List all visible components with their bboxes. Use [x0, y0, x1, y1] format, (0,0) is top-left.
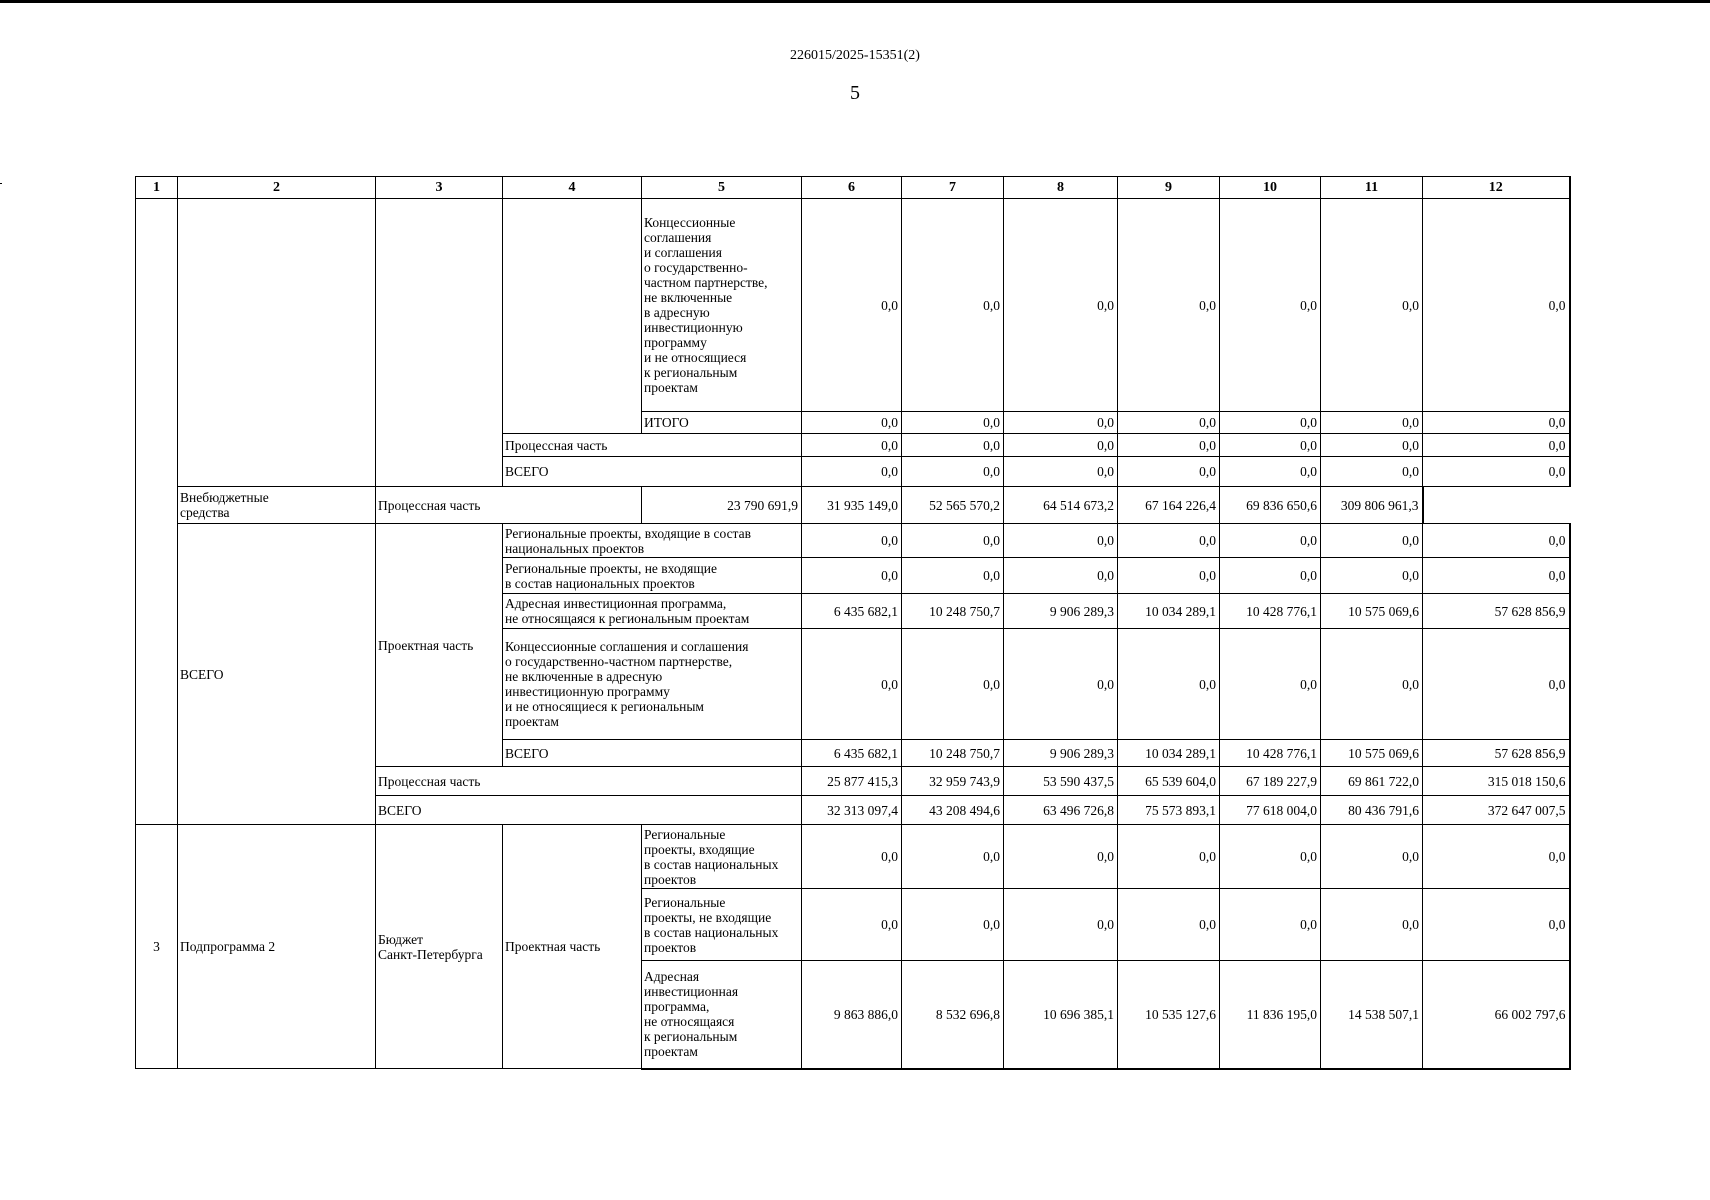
- value-cell: 0,0: [902, 199, 1004, 412]
- value-cell: 0,0: [1423, 412, 1570, 434]
- value-cell: 0,0: [1321, 434, 1423, 457]
- value-cell: 25 877 415,3: [802, 767, 902, 796]
- table-row: [136, 825, 1570, 889]
- group-name-cell: [178, 199, 376, 487]
- table-row: [136, 524, 1570, 558]
- value-cell: 0,0: [1118, 412, 1220, 434]
- value-cell: 10 428 776,1: [1220, 594, 1321, 629]
- value-cell: 0,0: [1004, 558, 1118, 594]
- value-cell: 63 496 726,8: [1004, 796, 1118, 825]
- value-cell: 0,0: [802, 629, 902, 740]
- value-cell: 31 935 149,0: [802, 487, 902, 524]
- value-cell: 0,0: [1220, 889, 1321, 961]
- value-cell: 0,0: [902, 524, 1004, 558]
- value-cell: 10 248 750,7: [902, 740, 1004, 767]
- page-number: 5: [850, 82, 860, 104]
- table-row: [136, 487, 1570, 524]
- value-cell: 0,0: [1321, 889, 1423, 961]
- value-cell: 77 618 004,0: [1220, 796, 1321, 825]
- value-cell: 0,0: [1004, 629, 1118, 740]
- item-label: Концессионные соглашения и соглашения о государственно-частном партнерстве, не включенные в адресную инвестиционную программу и не относящиеся к региональным проектам: [503, 629, 802, 740]
- value-cell: 67 164 226,4: [1118, 487, 1220, 524]
- value-cell: 10 535 127,6: [1118, 961, 1220, 1069]
- value-cell: 6 435 682,1: [802, 594, 902, 629]
- value-cell: 0,0: [1118, 889, 1220, 961]
- value-cell: 10 034 289,1: [1118, 740, 1220, 767]
- value-cell: 0,0: [802, 434, 902, 457]
- item-label: Концессионные соглашения и соглашения о государственно- частном партнерстве, не включенные в адресную инвестиционную программу и не относящиеся к региональным проектам: [642, 199, 802, 412]
- item-label: Региональные проекты, входящие в состав национальных проектов: [642, 825, 802, 889]
- value-cell: 0,0: [1118, 434, 1220, 457]
- document-number: 226015/2025-15351(2): [790, 48, 920, 63]
- value-cell: 0,0: [1321, 524, 1423, 558]
- value-cell: 64 514 673,2: [1004, 487, 1118, 524]
- value-cell: 43 208 494,6: [902, 796, 1004, 825]
- scan-top-edge: [0, 0, 1710, 3]
- value-cell: 9 863 886,0: [802, 961, 902, 1069]
- item-label: Региональные проекты, входящие в состав национальных проектов: [503, 524, 802, 558]
- value-cell: 0,0: [1004, 889, 1118, 961]
- value-cell: 10 034 289,1: [1118, 594, 1220, 629]
- item-label: Процессная часть: [503, 434, 802, 457]
- value-cell: 0,0: [902, 629, 1004, 740]
- value-cell: 0,0: [1220, 558, 1321, 594]
- item-label: ВСЕГО: [503, 740, 802, 767]
- value-cell: 0,0: [902, 889, 1004, 961]
- value-cell: 0,0: [1004, 825, 1118, 889]
- value-cell: 0,0: [1220, 434, 1321, 457]
- item-label: ВСЕГО: [503, 457, 802, 487]
- header-cell: 9: [1118, 177, 1220, 199]
- value-cell: 309 806 961,3: [1321, 487, 1423, 524]
- value-cell: 0,0: [1220, 412, 1321, 434]
- value-cell: 57 628 856,9: [1423, 740, 1570, 767]
- value-cell: 0,0: [1423, 434, 1570, 457]
- value-cell: 52 565 570,2: [902, 487, 1004, 524]
- budget-table: [135, 176, 1571, 1070]
- value-cell: 69 836 650,6: [1220, 487, 1321, 524]
- value-cell: 14 538 507,1: [1321, 961, 1423, 1069]
- header-cell: 11: [1321, 177, 1423, 199]
- header-cell: 7: [902, 177, 1004, 199]
- value-cell: 0,0: [1220, 524, 1321, 558]
- header-cell: 8: [1004, 177, 1118, 199]
- value-cell: 10 696 385,1: [1004, 961, 1118, 1069]
- value-cell: 10 248 750,7: [902, 594, 1004, 629]
- value-cell: 53 590 437,5: [1004, 767, 1118, 796]
- value-cell: 0,0: [902, 825, 1004, 889]
- value-cell: 315 018 150,6: [1423, 767, 1570, 796]
- value-cell: 0,0: [902, 457, 1004, 487]
- value-cell: 0,0: [1423, 199, 1570, 412]
- value-cell: 0,0: [1004, 457, 1118, 487]
- value-cell: 0,0: [1423, 629, 1570, 740]
- value-cell: 0,0: [1321, 412, 1423, 434]
- item-label: Адресная инвестиционная программа, не относящаяся к региональным проектам: [642, 961, 802, 1069]
- value-cell: 0,0: [1423, 524, 1570, 558]
- value-cell: 67 189 227,9: [1220, 767, 1321, 796]
- header-cell: 12: [1423, 177, 1570, 199]
- value-cell: 75 573 893,1: [1118, 796, 1220, 825]
- value-cell: 0,0: [1118, 457, 1220, 487]
- value-cell: 0,0: [802, 524, 902, 558]
- value-cell: 66 002 797,6: [1423, 961, 1570, 1069]
- header-cell: 5: [642, 177, 802, 199]
- value-cell: 0,0: [1423, 825, 1570, 889]
- value-cell: 0,0: [802, 199, 902, 412]
- header-cell: 2: [178, 177, 376, 199]
- scan-margin-mark: [0, 183, 2, 184]
- item-label: Процессная часть: [376, 487, 642, 524]
- value-cell: 69 861 722,0: [1321, 767, 1423, 796]
- source-label: Бюджет Санкт-Петербурга: [376, 825, 503, 1069]
- value-cell: 0,0: [802, 457, 902, 487]
- value-cell: 0,0: [1321, 457, 1423, 487]
- value-cell: 0,0: [1321, 629, 1423, 740]
- value-cell: 0,0: [802, 558, 902, 594]
- value-cell: 0,0: [902, 558, 1004, 594]
- value-cell: 0,0: [1423, 457, 1570, 487]
- value-cell: 0,0: [1004, 199, 1118, 412]
- value-cell: 23 790 691,9: [642, 487, 802, 524]
- value-cell: 0,0: [1004, 524, 1118, 558]
- value-cell: 9 906 289,3: [1004, 740, 1118, 767]
- row-number-cell: [136, 199, 178, 825]
- value-cell: 0,0: [1004, 412, 1118, 434]
- item-label: Региональные проекты, не входящие в состав национальных проектов: [503, 558, 802, 594]
- value-cell: 372 647 007,5: [1423, 796, 1570, 825]
- header-cell: 10: [1220, 177, 1321, 199]
- item-label: Адресная инвестиционная программа, не относящаяся к региональным проектам: [503, 594, 802, 629]
- value-cell: 0,0: [902, 434, 1004, 457]
- value-cell: 0,0: [1118, 629, 1220, 740]
- item-label: ВСЕГО: [376, 796, 802, 825]
- header-cell: 1: [136, 177, 178, 199]
- value-cell: 0,0: [1423, 558, 1570, 594]
- value-cell: 80 436 791,6: [1321, 796, 1423, 825]
- value-cell: 8 532 696,8: [902, 961, 1004, 1069]
- value-cell: 65 539 604,0: [1118, 767, 1220, 796]
- value-cell: 0,0: [1321, 558, 1423, 594]
- value-cell: 0,0: [1321, 199, 1423, 412]
- value-cell: 0,0: [802, 412, 902, 434]
- value-cell: 0,0: [1321, 825, 1423, 889]
- item-label: ИТОГО: [642, 412, 802, 434]
- part-label: Проектная часть: [503, 825, 642, 1069]
- group-total-label: ВСЕГО: [178, 524, 376, 825]
- value-cell: 0,0: [802, 825, 902, 889]
- value-cell: 0,0: [1220, 825, 1321, 889]
- value-cell: 0,0: [1118, 199, 1220, 412]
- value-cell: 6 435 682,1: [802, 740, 902, 767]
- value-cell: 32 313 097,4: [802, 796, 902, 825]
- value-cell: 0,0: [1220, 629, 1321, 740]
- value-cell: 0,0: [902, 412, 1004, 434]
- item-label: Процессная часть: [376, 767, 802, 796]
- value-cell: 9 906 289,3: [1004, 594, 1118, 629]
- value-cell: 0,0: [802, 889, 902, 961]
- source-label: Внебюджетные средства: [178, 487, 376, 524]
- value-cell: 0,0: [1118, 825, 1220, 889]
- subprogram-label: Подпрограмма 2: [178, 825, 376, 1069]
- header-cell: 4: [503, 177, 642, 199]
- table-row: [136, 199, 1570, 412]
- value-cell: 32 959 743,9: [902, 767, 1004, 796]
- value-cell: 0,0: [1423, 889, 1570, 961]
- value-cell: 0,0: [1220, 199, 1321, 412]
- value-cell: 10 575 069,6: [1321, 740, 1423, 767]
- row-number-cell: 3: [136, 825, 178, 1069]
- item-label: Региональные проекты, не входящие в состав национальных проектов: [642, 889, 802, 961]
- table-header-row: [136, 177, 1570, 199]
- header-cell: 3: [376, 177, 503, 199]
- value-cell: 0,0: [1004, 434, 1118, 457]
- value-cell: 10 428 776,1: [1220, 740, 1321, 767]
- value-cell: 0,0: [1118, 524, 1220, 558]
- source-cell: [376, 199, 503, 487]
- value-cell: 0,0: [1118, 558, 1220, 594]
- part-label: Проектная часть: [376, 524, 503, 767]
- value-cell: 10 575 069,6: [1321, 594, 1423, 629]
- value-cell: 11 836 195,0: [1220, 961, 1321, 1069]
- value-cell: 0,0: [1220, 457, 1321, 487]
- value-cell: 57 628 856,9: [1423, 594, 1570, 629]
- part-cell: [503, 199, 642, 434]
- header-cell: 6: [802, 177, 902, 199]
